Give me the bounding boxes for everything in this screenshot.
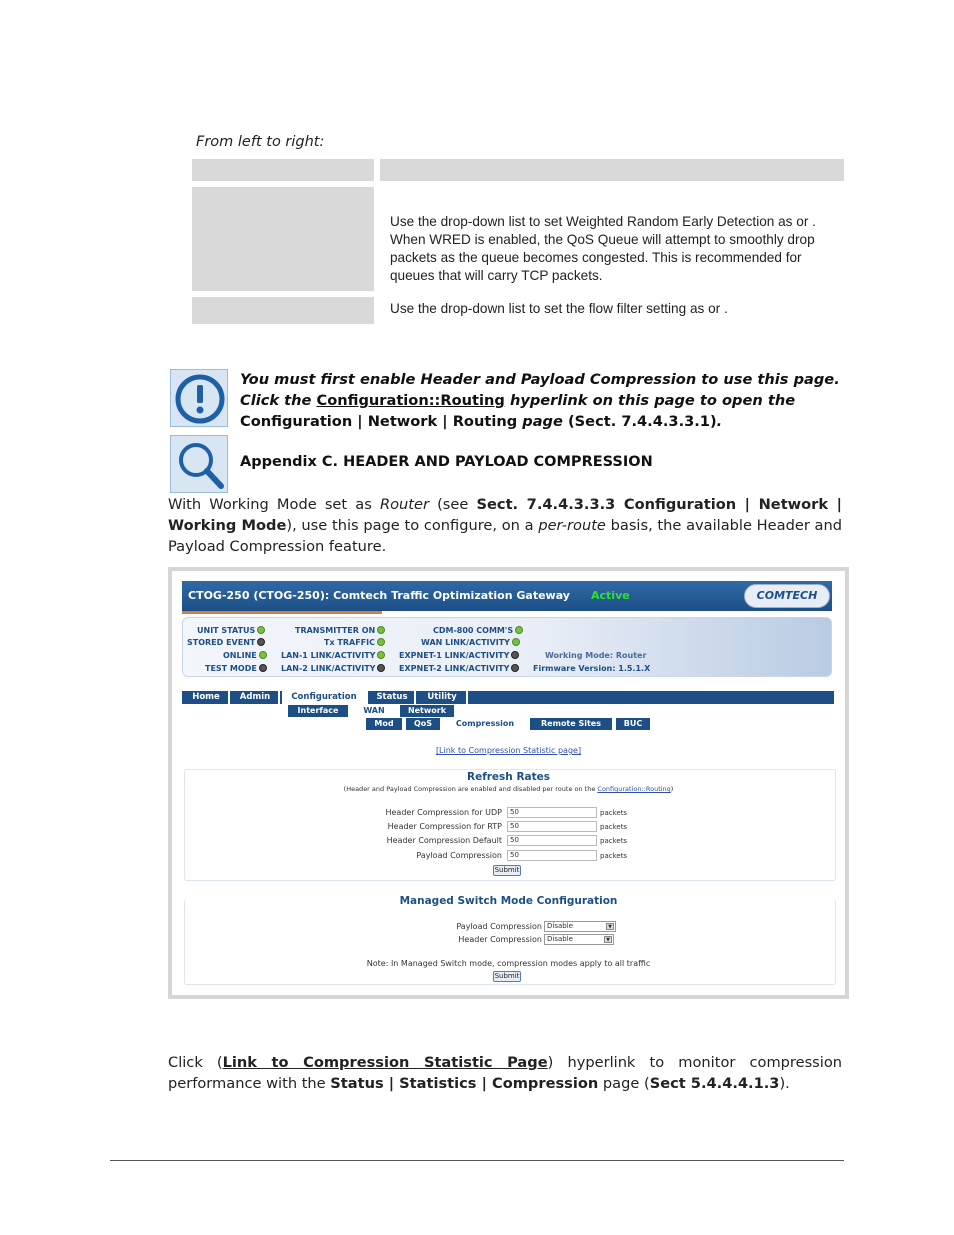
title-stripe [182, 611, 382, 614]
notice-text: You must first enable Header and Payload Compression to use this page. Click the Configuration::Routing hyperlink on this page to open the Configuration | Network | Routing page (Sect. 7.4.4.3.3.1). [240, 371, 840, 430]
compression-stats-link[interactable]: [Link to Compression Statistic page] [435, 746, 582, 755]
magnifier-icon [170, 435, 228, 493]
status-panel [182, 617, 832, 677]
chevron-down-icon: ▼ [604, 936, 612, 943]
tab-home[interactable]: Home [184, 691, 230, 704]
led-icon [377, 638, 385, 646]
appendix-reference: Appendix C. HEADER AND PAYLOAD COMPRESSION [240, 454, 653, 470]
payload-compression-select[interactable]: Disable ▼ [544, 921, 616, 932]
click-paragraph: Click (Link to Compression Statistic Page) hyperlink to monitor compression performance with the Status | Statistics | Compression page (Sect 5.4.4.4.1.3). [168, 1054, 843, 1092]
led-icon [257, 626, 265, 634]
routing-link[interactable]: Configuration::Routing [316, 392, 505, 409]
tab-qos[interactable]: QoS [406, 718, 440, 730]
tab-status[interactable]: Status [370, 691, 416, 704]
led-icon [257, 638, 265, 646]
unit-label: packets [600, 823, 628, 831]
payload-compression-input[interactable]: 50 [507, 850, 597, 861]
table-row-label [192, 181, 374, 291]
led-icon [515, 626, 523, 634]
status-led-label: LAN-1 LINK/ACTIVITY [281, 651, 385, 660]
refresh-rates-title: Refresh Rates [466, 771, 550, 783]
header-compression-select[interactable]: Disable ▼ [544, 934, 614, 945]
active-status: Active [591, 589, 630, 602]
firmware-version: Firmware Version: 1.5.1.X [533, 664, 651, 673]
status-led-label: TEST MODE [205, 664, 267, 673]
body-paragraph: With Working Mode set as Router (see Sect. 7.4.4.3.3.3 Configuration | Network | Working Mode), use this page to configure, on a per-route basis, the available Header and Payload Compression feature. [168, 496, 842, 555]
tab-compression[interactable]: Compression [444, 718, 526, 730]
led-icon [377, 651, 385, 659]
status-led-label: LAN-2 LINK/ACTIVITY [281, 664, 385, 673]
tab-remote-sites[interactable]: Remote Sites [530, 718, 612, 730]
title-bar [182, 581, 832, 611]
status-led-label: Tx TRAFFIC [324, 638, 385, 647]
refresh-rates-note: (Header and Payload Compression are enabled and disabled per route on the Configuration::Routing) [343, 785, 674, 793]
managed-switch-note: Note: In Managed Switch mode, compression modes apply to all traffic [366, 959, 651, 968]
tab-admin[interactable]: Admin [232, 691, 280, 704]
app-title: CTOG-250 (CTOG-250): Comtech Traffic Optimization Gateway [188, 589, 570, 602]
refresh-submit-button[interactable]: Submit [494, 866, 520, 874]
tab-interface[interactable]: Interface [288, 705, 348, 717]
managed-submit-button[interactable]: Submit [494, 972, 520, 980]
working-mode: Working Mode: Router [545, 651, 647, 660]
tab-network[interactable]: Network [400, 705, 454, 717]
main-nav [182, 691, 834, 704]
tab-buc[interactable]: BUC [616, 718, 650, 730]
led-icon [259, 651, 267, 659]
tab-wan[interactable]: WAN [352, 705, 396, 717]
table-header-left [192, 159, 374, 181]
rtp-compression-input[interactable]: 50 [507, 821, 597, 832]
footer-divider [110, 1160, 844, 1161]
table-row-desc: Use the drop-down list to set Weighted Random Early Detection as or . When WRED is enabled, the QoS Queue will attempt to smoothly drop packets as the queue becomes congested. This is recommended for queues that will carry TCP packets. [374, 181, 844, 291]
default-compression-input[interactable]: 50 [507, 835, 597, 846]
led-icon [377, 664, 385, 672]
status-led-label: CDM-800 COMM'S [433, 626, 523, 635]
led-icon [512, 638, 520, 646]
led-icon [259, 664, 267, 672]
managed-switch-title: Managed Switch Mode Configuration [399, 895, 618, 907]
important-icon [170, 369, 228, 427]
status-led-label: EXPNET-2 LINK/ACTIVITY [399, 664, 519, 673]
unit-label: packets [600, 852, 628, 860]
status-led-label: UNIT STATUS [197, 626, 265, 635]
tab-utility[interactable]: Utility [418, 691, 468, 704]
configuration-routing-link[interactable]: Configuration::Routing [597, 785, 671, 793]
unit-label: packets [600, 809, 628, 817]
unit-label: packets [600, 837, 628, 845]
udp-compression-input[interactable]: 50 [507, 807, 597, 818]
status-led-label: STORED EVENT [187, 638, 265, 647]
table-header-right [374, 159, 844, 181]
status-led-label: ONLINE [223, 651, 267, 660]
status-led-label: TRANSMITTER ON [295, 626, 385, 635]
tab-configuration[interactable]: Configuration [282, 691, 368, 704]
table-row-desc: Use the drop-down list to set the flow filter setting as or . [374, 291, 844, 324]
comtech-logo: COMTECH [744, 584, 830, 608]
status-led-label: WAN LINK/ACTIVITY [421, 638, 520, 647]
tab-mod[interactable]: Mod [366, 718, 402, 730]
table-row-label [192, 291, 374, 324]
stats-page-link[interactable]: Link to Compression Statistic Page [222, 1054, 548, 1071]
led-icon [377, 626, 385, 634]
led-icon [511, 651, 519, 659]
chevron-down-icon: ▼ [606, 923, 614, 930]
status-led-label: EXPNET-1 LINK/ACTIVITY [399, 651, 519, 660]
parameter-table [192, 159, 844, 324]
intro-label: From left to right: [196, 134, 325, 150]
led-icon [511, 664, 519, 672]
compression-page-screenshot: CTOG-250 (CTOG-250): Comtech Traffic Optimization Gateway Active COMTECH UNIT STATUS STORED EVENT ONLINE TEST MODE TRANSMITTER ON Tx TRAFFIC LAN-1 LINK/ACTIVITY LAN-2 LINK/ACTIVITY CDM-800 COMM'S WAN LINK/ACTIVITY EXPNET-1 LINK/ACTIVITY EXPNET-2 LINK/ACTIVITY Working Mode: Router Firmware Version: 1.5.1.X Home Admin Configuration Status Utility Interface WAN Network Mod QoS Compression Remote Sites BUC [Link to Compression Statistic page] Refresh Rates (Header and Payload Compression are enabled and disabled per route on the Configuration::Routing) Header Compression for UDP 50 packets Header Compression for RTP 50 packets Header Compression Default 50 packets Payload Compression 50 packets Submit Managed Switch Mode Configuration Payload Compression Disable ▼ Header Compression Disable ▼ Note: In Managed Switch mode, compression modes apply to all traffic Submit [168, 567, 849, 999]
